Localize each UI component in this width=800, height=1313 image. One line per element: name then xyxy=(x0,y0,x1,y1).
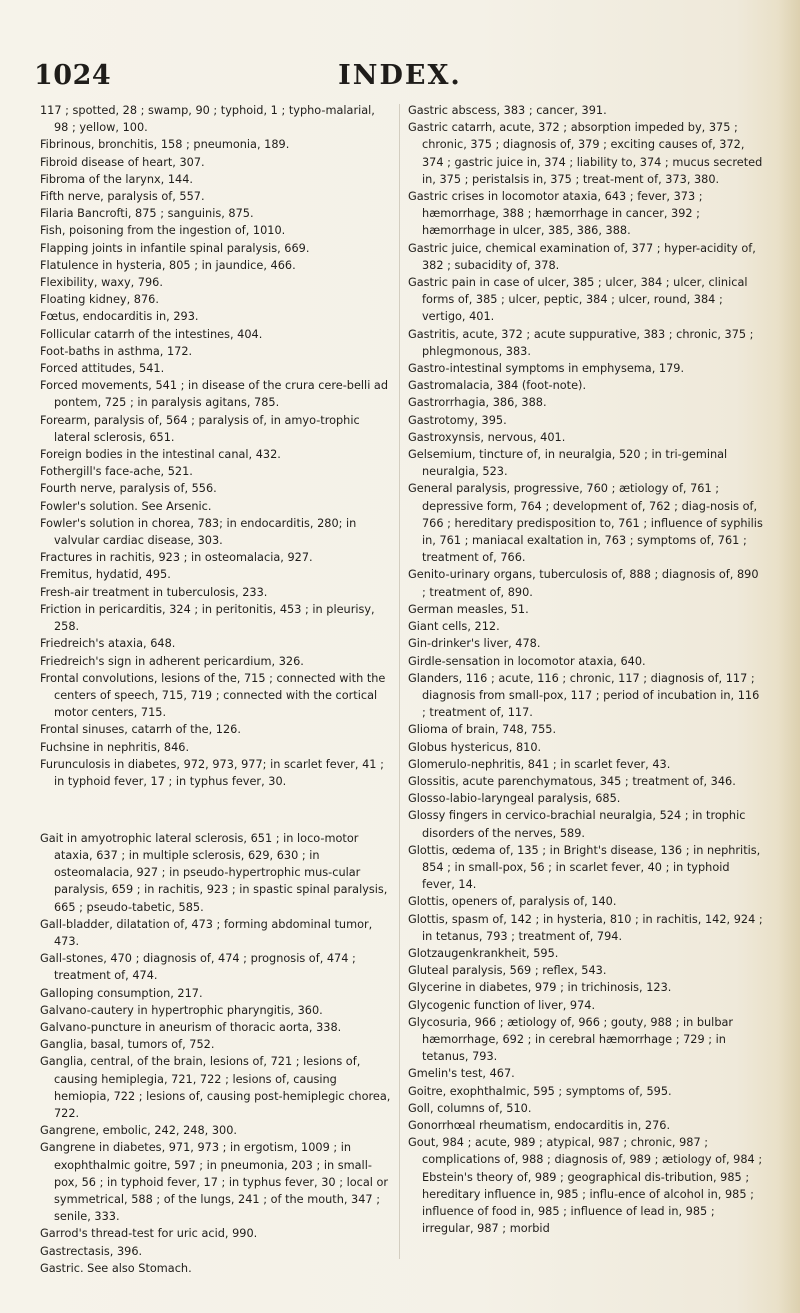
index-entry: Friction in pericarditis, 324 ; in peritonitis, 453 ; in pleurisy, 258. xyxy=(40,602,375,634)
index-entry: Fibroid disease of heart, 307. xyxy=(40,155,205,169)
index-entry: Girdle-sensation in locomotor ataxia, 640. xyxy=(408,654,646,668)
index-entry: Glossy fingers in cervico-brachial neuralgia, 524 ; in trophic disorders of the nerves, 589. xyxy=(408,809,746,840)
index-entry: Gastric catarrh, acute, 372 ; absorption impeded by, 375 ; chronic, 375 ; diagnosis of, 379 ; exciting causes of, 372, 374 ; gastric juice in, 374 ; liability to, 374 ; mucus secreted in, 375 ; peristalsis in, 375 ; treat-ment of, 373, 380. xyxy=(408,121,763,186)
index-entry: Glottis, spasm of, 142 ; in hysteria, 810 ; in rachitis, 142, 924 ; in tetanus, 793 ; treatment of, 794. xyxy=(408,912,763,943)
index-entry: Filaria Bancrofti, 875 ; sanguinis, 875. xyxy=(40,207,254,221)
index-entry: Gonorrhœal rheumatism, endocarditis in, 276. xyxy=(408,1118,671,1132)
index-entry: Gastritis, acute, 372 ; acute suppurative, 383 ; chronic, 375 ; phlegmonous, 383. xyxy=(408,327,754,358)
index-entry: Fourth nerve, paralysis of, 556. xyxy=(40,482,217,496)
index-entry: Glioma of brain, 748, 755. xyxy=(408,723,557,737)
index-entry: Flatulence in hysteria, 805 ; in jaundice, 466. xyxy=(40,258,296,272)
index-entry: Glossitis, acute parenchymatous, 345 ; treatment of, 346. xyxy=(408,774,736,788)
index-entry: Gastrectasis, 396. xyxy=(40,1244,143,1258)
index-entry: Friedreich's ataxia, 648. xyxy=(40,637,176,651)
index-entry: Ganglia, basal, tumors of, 752. xyxy=(40,1038,215,1052)
index-entry: Floating kidney, 876. xyxy=(40,293,159,307)
index-entry: Giant cells, 212. xyxy=(408,620,500,634)
index-entry: Friedreich's sign in adherent pericardium, 326. xyxy=(40,654,304,668)
index-entry: Fifth nerve, paralysis of, 557. xyxy=(40,190,205,204)
index-entry: Goll, columns of, 510. xyxy=(408,1101,532,1115)
index-entry: Gall-bladder, dilatation of, 473 ; forming abdominal tumor, 473. xyxy=(40,917,373,948)
index-entry: Glottis, openers of, paralysis of, 140. xyxy=(408,895,617,909)
index-entry: Follicular catarrh of the intestines, 404. xyxy=(40,327,263,341)
index-entry: Gin-drinker's liver, 478. xyxy=(408,637,541,651)
index-entry: Gall-stones, 470 ; diagnosis of, 474 ; prognosis of, 474 ; treatment of, 474. xyxy=(40,952,356,983)
index-entry: Galvano-cautery in hypertrophic pharyngitis, 360. xyxy=(40,1003,323,1017)
page-edge-shadow xyxy=(778,0,800,1313)
index-entry: Gastric. See also Stomach. xyxy=(40,1261,192,1275)
index-entry: Glotzaugenkrankheit, 595. xyxy=(408,946,559,960)
index-entry: Glomerulo-nephritis, 841 ; in scarlet fever, 43. xyxy=(408,757,671,771)
index-entry: Gastromalacia, 384 (foot-note). xyxy=(408,379,587,393)
index-entry: Fractures in rachitis, 923 ; in osteomalacia, 927. xyxy=(40,551,313,565)
index-entry: Galvano-puncture in aneurism of thoracic aorta, 338. xyxy=(40,1020,342,1034)
column-divider xyxy=(399,104,400,1259)
index-entry: Frontal sinuses, catarrh of the, 126. xyxy=(40,723,241,737)
index-entry: Goitre, exophthalmic, 595 ; symptoms of, 595. xyxy=(408,1084,672,1098)
index-entry: Gait in amyotrophic lateral sclerosis, 651 ; in loco-motor ataxia, 637 ; in multiple sclerosis, 629, 630 ; in osteomalacia, 927 ; in pseudo-hypertrophic mus-cular paralysis, 659 ; in rachitis, 923 ; in spastic spinal paralysis, 665 ; pseudo-tabetic, 585. xyxy=(40,831,388,914)
index-entry: Gangrene, embolic, 242, 248, 300. xyxy=(40,1124,237,1138)
page-number: 1024 xyxy=(34,60,112,91)
index-entry: Flapping joints in infantile spinal paralysis, 669. xyxy=(40,241,310,255)
index-entry: Glanders, 116 ; acute, 116 ; chronic, 117 ; diagnosis of, 117 ; diagnosis from small-pox, 117 ; period of incubation in, 116 ; treatment of, 117. xyxy=(408,671,760,720)
index-entry: Furunculosis in diabetes, 972, 973, 977; in scarlet fever, 41 ; in typhoid fever, 17 ; in typhus fever, 30. xyxy=(40,757,384,788)
index-entry: Genito-urinary organs, tuberculosis of, 888 ; diagnosis of, 890 ; treatment of, 890. xyxy=(408,568,759,599)
index-entry: Ganglia, central, of the brain, lesions of, 721 ; lesions of, causing hemiplegia, 721, 722 ; lesions of, causing hemiopia, 722 ; lesions of, causing post-hemiplegic chorea, 722. xyxy=(40,1055,391,1120)
index-entry: Foreign bodies in the intestinal canal, 432. xyxy=(40,448,281,462)
index-entry: German measles, 51. xyxy=(408,602,529,616)
index-entry: Glottis, œdema of, 135 ; in Bright's disease, 136 ; in nephritis, 854 ; in small-pox, 56 ; in scarlet fever, 40 ; in typhoid fever, 14. xyxy=(408,843,761,892)
index-entry: Gastro-intestinal symptoms in emphysema, 179. xyxy=(408,362,685,376)
index-entry: Gastroxynsis, nervous, 401. xyxy=(408,430,566,444)
index-entry: Glycosuria, 966 ; ætiology of, 966 ; gouty, 988 ; in bulbar hæmorrhage, 692 ; in cerebral hæmorrhage ; 729 ; in tetanus, 793. xyxy=(408,1015,734,1064)
index-entry: Gluteal paralysis, 569 ; reflex, 543. xyxy=(408,964,607,978)
index-entry: Glosso-labio-laryngeal paralysis, 685. xyxy=(408,792,621,806)
index-entry: Flexibility, waxy, 796. xyxy=(40,276,163,290)
index-entry: Fish, poisoning from the ingestion of, 1010. xyxy=(40,224,286,238)
index-entry: Foot-baths in asthma, 172. xyxy=(40,344,193,358)
index-entry: Fothergill's face-ache, 521. xyxy=(40,465,193,479)
index-entry: Gmelin's test, 467. xyxy=(408,1067,515,1081)
index-entry: Galloping consumption, 217. xyxy=(40,986,203,1000)
index-entry: Gastrotomy, 395. xyxy=(408,413,507,427)
page-title: INDEX. xyxy=(338,60,462,91)
index-entry: Fuchsine in nephritis, 846. xyxy=(40,740,190,754)
page-header xyxy=(0,60,800,96)
index-entry: Gastrorrhagia, 386, 388. xyxy=(408,396,547,410)
index-entry: Fresh-air treatment in tuberculosis, 233. xyxy=(40,585,268,599)
index-entry: Forearm, paralysis of, 564 ; paralysis of, in amyo-trophic lateral sclerosis, 651. xyxy=(40,413,360,444)
index-column-right xyxy=(408,102,764,1237)
index-entry: Gastric crises in locomotor ataxia, 643 ; fever, 373 ; hæmorrhage, 388 ; hæmorrhage in cancer, 392 ; hæmorrhage in ulcer, 385, 386, 388. xyxy=(408,190,703,238)
index-entry: Glycerine in diabetes, 979 ; in trichinosis, 123. xyxy=(408,981,672,995)
index-entry: Fibrinous, bronchitis, 158 ; pneumonia, 189. xyxy=(40,138,290,152)
index-entry: Gangrene in diabetes, 971, 973 ; in ergotism, 1009 ; in exophthalmic goitre, 597 ; in pneumonia, 203 ; in small-pox, 56 ; in typhoid fever, 17 ; in typhus fever, 30 ; local or symmetrical, 588 ; of the lungs, 241 ; of the mouth, 347 ; senile, 333. xyxy=(40,1141,389,1224)
index-entry: Glycogenic function of liver, 974. xyxy=(408,998,596,1012)
index-entry: Gout, 984 ; acute, 989 ; atypical, 987 ; chronic, 987 ; complications of, 988 ; diagnosis of, 989 ; ætiology of, 984 ; Ebstein's theory of, 989 ; geographical dis-tribution, 985 ; hereditary influence in, 985 ; influ-ence of alcohol in, 985 ; influence of food in, 985 ; influence of lead in, 985 ; irregular, 987 ; morbid xyxy=(408,1136,763,1236)
index-entry: Gastric pain in case of ulcer, 385 ; ulcer, 384 ; ulcer, clinical forms of, 385 ; ulcer, peptic, 384 ; ulcer, round, 384 ; vertigo, 401. xyxy=(408,276,748,324)
index-entry: Frontal convolutions, lesions of the, 715 ; connected with the centers of speech, 715, 719 ; connected with the cortical motor centers, 715. xyxy=(40,671,386,720)
index-entry: Fremitus, hydatid, 495. xyxy=(40,568,171,582)
index-entry: Forced movements, 541 ; in disease of the crura cere-belli ad pontem, 725 ; in paralysis agitans, 785. xyxy=(40,379,389,410)
index-column-left xyxy=(40,102,392,1277)
index-entry: Globus hystericus, 810. xyxy=(408,740,542,754)
index-entry: 117 ; spotted, 28 ; swamp, 90 ; typhoid, 1 ; typho-malarial, 98 ; yellow, 100. xyxy=(40,104,375,135)
index-entry: Fowler's solution in chorea, 783; in endocarditis, 280; in valvular cardiac disease, 303. xyxy=(40,516,357,548)
index-entry: Gastric abscess, 383 ; cancer, 391. xyxy=(408,104,607,117)
index-entry: General paralysis, progressive, 760 ; ætiology of, 761 ; depressive form, 764 ; development of, 762 ; diag-nosis of, 766 ; hereditary predisposition to, 761 ; influence of syphilis in, 761 ; maniacal exaltation in, 763 ; symptoms of, 761 ; treatment of, 766. xyxy=(408,482,763,565)
index-entry: Fowler's solution. See Arsenic. xyxy=(40,499,212,513)
index-entry: Fibroma of the larynx, 144. xyxy=(40,172,193,186)
index-entry: Gelsemium, tincture of, in neuralgia, 520 ; in tri-geminal neuralgia, 523. xyxy=(408,448,728,479)
index-entry: Gastric juice, chemical examination of, 377 ; hyper-acidity of, 382 ; subacidity of, 378. xyxy=(408,241,756,272)
section-gap xyxy=(40,801,392,818)
index-entry: Forced attitudes, 541. xyxy=(40,362,165,376)
index-entry: Garrod's thread-test for uric acid, 990. xyxy=(40,1227,258,1241)
index-entry: Fœtus, endocarditis in, 293. xyxy=(40,310,199,324)
